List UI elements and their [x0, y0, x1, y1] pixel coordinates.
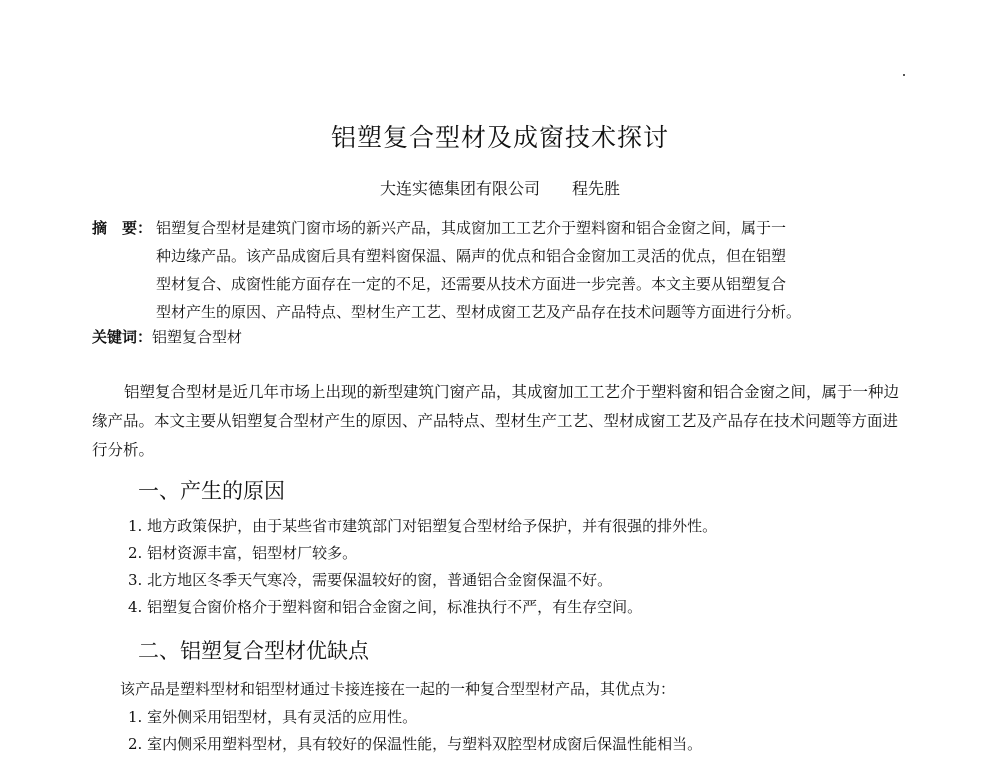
causes-list: [128, 513, 717, 621]
section2-intro: 该产品是塑料型材和铝型材通过卡接连接在一起的一种复合型型材产品，其优点为：: [120, 680, 676, 698]
keywords: [92, 326, 242, 347]
abstract-line: 种边缘产品。该产品成窗后具有塑料窗保温、隔声的优点和铝合金窗加工灵活的优点，但在铝塑: [156, 247, 787, 265]
list-item: 2. 室内侧采用塑料型材，具有较好的保温性能，与塑料双腔型材成窗后保温性能相当。: [128, 735, 703, 753]
keywords-value: 铝塑复合型材: [152, 328, 243, 346]
intro-text: 铝塑复合型材是近几年市场上出现的新型建筑门窗产品，其成窗加工工艺介于塑料窗和铝合金窗之间，属于一种边缘产品。本文主要从铝塑复合型材产生的原因、产品特点、型材生产工艺、型材成窗工艺及产品存在技术问题等方面进行分析。: [92, 383, 900, 459]
list-item: 4. 铝塑复合窗价格介于塑料窗和铝合金窗之间，标准执行不严，有生存空间。: [128, 598, 643, 616]
abstract-line: 型材产生的原因、产品特点、型材生产工艺、型材成窗工艺及产品存在技术问题等方面进行分析。: [156, 303, 802, 321]
section-heading-causes: 一、产生的原因: [138, 479, 285, 503]
author-name: 程先胜: [572, 179, 621, 198]
paper-title: 铝塑复合型材及成窗技术探讨: [330, 123, 669, 152]
list-item: 1. 室外侧采用铝型材，具有灵活的应用性。: [128, 708, 418, 726]
section-heading-pros-cons: 二、铝塑复合型材优缺点: [138, 639, 369, 663]
abstract-body: [156, 214, 907, 326]
list-item: 1. 地方政策保护，由于某些省市建筑部门对铝塑复合型材给予保护，并有很强的排外性。: [128, 517, 718, 535]
list-item: 2. 铝材资源丰富，铝型材厂较多。: [128, 544, 358, 562]
abstract-line: 铝塑复合型材是建筑门窗市场的新兴产品，其成窗加工工艺介于塑料窗和铝合金窗之间，属于一: [156, 219, 787, 237]
company-name: 大连实德集团有限公司: [379, 179, 540, 198]
keywords-label: 关键词：: [92, 328, 153, 346]
scan-speck: [903, 74, 905, 76]
advantages-list: [128, 704, 702, 758]
list-item: 3. 北方地区冬季天气寒冷，需要保温较好的窗，普通铝合金窗保温不好。: [128, 571, 613, 589]
abstract-line: 型材复合、成窗性能方面存在一定的不足，还需要从技术方面进一步完善。本文主要从铝塑复合: [156, 275, 787, 293]
byline: [0, 176, 1000, 199]
abstract-label: 摘 要：: [92, 219, 153, 237]
abstract: [92, 214, 907, 321]
intro-paragraph: [92, 378, 907, 465]
